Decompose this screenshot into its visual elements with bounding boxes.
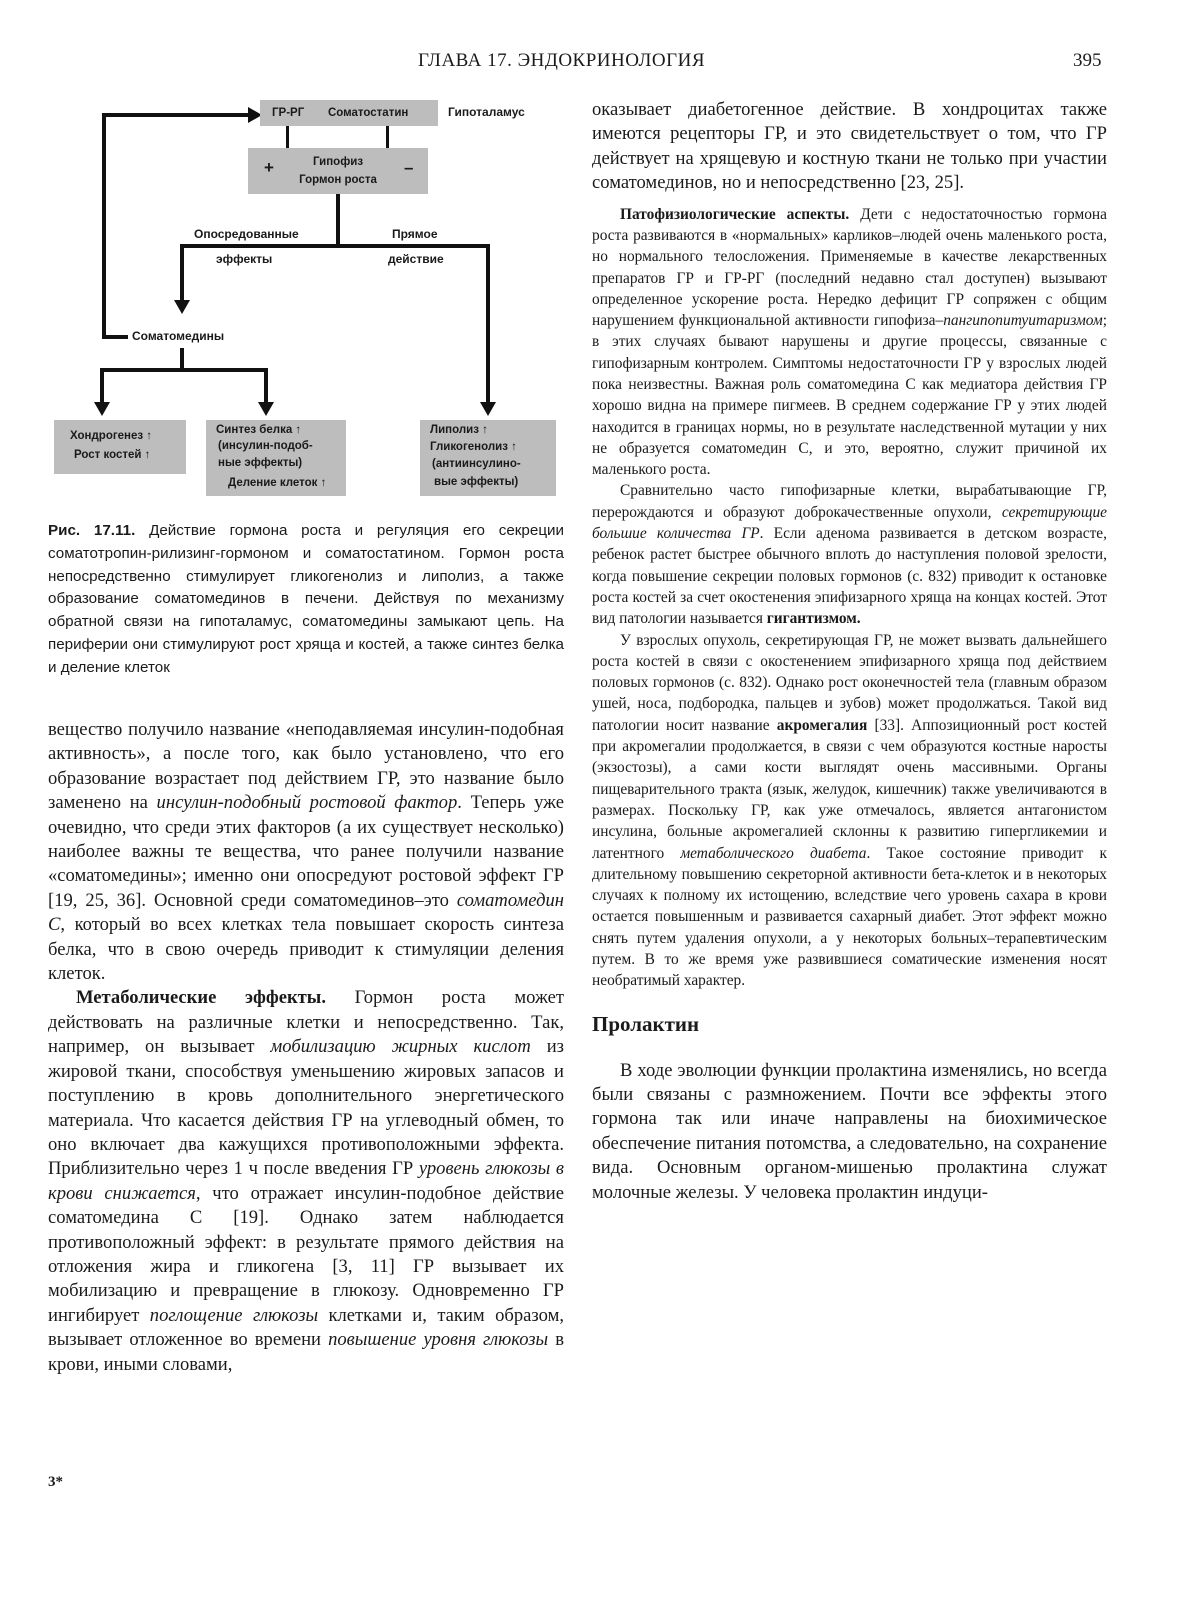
chondrogenesis-line: Хондрогенез ↑: [70, 430, 153, 442]
branch-horizontal: [180, 244, 490, 248]
gr-rg-label: ГР-РГ: [272, 107, 305, 119]
text-run: . Теперь уже очевидно, что среди этих факторов (а их существует несколько) наиболее важны те вещества, что ранее получили название «соматомедины»; именно они опосредуют ростовой эффект ГР [19, 25, 36]. Основной среди соматомединов–это: [48, 792, 564, 911]
figure-diagram: [48, 96, 568, 516]
text-run: , который во всех клетках тела повышает скорость синтеза белка, что в свою очередь приводит к стимуляции деления клеток.: [48, 914, 564, 985]
arrowhead-down-icon: [480, 402, 496, 416]
spacer: [592, 196, 1107, 204]
direct-label-1: Прямое: [392, 227, 438, 241]
somatomedin-right-drop: [264, 368, 268, 404]
section-heading: Пролактин: [592, 1011, 700, 1036]
chapter-title: ГЛАВА 17. ЭНДОКРИНОЛОГИЯ: [418, 50, 705, 71]
text-run: [33]. Аппозиционный рост костей при акромегалии продолжается, в связи с чем образуются костные наросты (экзостозы), а сами кости выглядят очень массивными. Органы пищеварительного тракта (язык, желудок, кишечник) также увеличиваются в размерах. Поскольку ГР, как уже отмечалось, является антагонистом инсулина, больные акромегалией склонны к развитию гипергликемии и латентного: [592, 716, 1107, 862]
text-run: , что отражает инсулин-подобное действие соматомедина С [19]. Однако затем наблюдается противоположный эффект: в результате прямого действия на отложения жира и гликогена [3, 11] ГР вызывает их мобилизацию и превращение в глюкозу. Одновременно ГР ингибирует: [48, 1182, 564, 1326]
direct-label-2: действие: [388, 252, 444, 266]
page-number: 395: [1073, 50, 1102, 71]
paragraph: оказывает диабетогенное действие. В хондроцитах также имеются рецепторы ГР, и это свидетельствует о том, что ГР действует на хрящевую и костную ткани не только при участии соматомединов, но и непосредственно [23, 25].: [592, 99, 1107, 194]
signature-mark: 3*: [48, 1474, 63, 1490]
pituitary-box: [248, 148, 428, 194]
anti-insulin-line-1: (антиинсулино-: [432, 458, 521, 470]
italic-term: соматомедин С: [48, 889, 564, 936]
italic-term: пангипопитуитаризмом: [943, 312, 1103, 330]
arrowhead-down-icon: [174, 300, 190, 314]
run-in-heading: Метаболические эффекты.: [76, 987, 326, 1009]
lipolysis-line: Липолиз ↑: [430, 424, 488, 436]
cell-division-line: Деление клеток ↑: [228, 477, 327, 489]
plus-sign: +: [264, 158, 274, 177]
text-run: У взрослых опухоль, секретирующая ГР, не может вызвать дальнейшего роста костей в связи с окостенением эпифизарного хряща под действием половых гормонов (с. 832). Однако рост оконечностей тела (главным образом ушей, носа, подбородка, пальцев и зубов) может продолжаться. Такой вид патологии носит название: [592, 631, 1107, 734]
protein-synthesis-line: Синтез белка ↑: [216, 424, 302, 436]
pituitary-stem: [336, 194, 340, 246]
glycogenolysis-line: Гликогенолиз ↑: [430, 441, 517, 453]
italic-term: мобилизацию жирных кислот: [270, 1036, 531, 1058]
pituitary-subtitle: Гормон роста: [299, 174, 377, 186]
figure-number: Рис. 17.11.: [48, 522, 136, 539]
mediated-branch: [180, 244, 184, 304]
feedback-line-left: [102, 113, 106, 339]
lipolysis-box: [420, 420, 556, 496]
somatostatin-label: Соматостатин: [328, 107, 409, 119]
bone-growth-line: Рост костей ↑: [74, 449, 151, 461]
pituitary-title: Гипофиз: [312, 156, 364, 168]
caption-text: Действие гормона роста и регуляция его секреции соматотропин-рилизинг-гормоном и соматостатином. Гормон роста непосредственно стимулирует гликогенолиз и липолиз, а также образование соматомединов в печени. Действуя по механизму обратной связи на гипоталамус, соматомедины замыкают цепь. На периферии они стимулируют рост хряща и костей, а также синтез белка и деление клеток: [48, 522, 564, 676]
insulin-like-line-1: (инсулин-подоб-: [218, 440, 313, 452]
italic-term: уровень глюкозы в крови снижается: [48, 1158, 564, 1204]
somatomedin-branch: [100, 368, 268, 372]
italic-term: метаболического диабета: [680, 844, 867, 862]
figure-caption: [48, 520, 564, 680]
text-run: клетками и, таким образом, вызывает отложенное во времени: [48, 1304, 564, 1351]
text-run: Дети с недостаточностью гормона роста развиваются в «нормальных» карликов–людей очень маленького роста, но нормального телосложения. Применяемые в качестве лекарственных препаратов ГР и ГР-РГ (последний недавно стал доступен) вызывают определенное ускорение роста. Нередко дефицит ГР сопряжен с общим нарушением функциональной активности гипофиза–: [592, 205, 1107, 330]
bold-term: гигантизмом.: [766, 610, 861, 628]
somatomedins-label: Соматомедины: [132, 329, 225, 343]
italic-term: секретирующие большие количества ГР: [592, 503, 1107, 543]
text-run: . Такое состояние приводит к длительному повышению секреторной активности бета-клеток и в некоторых случаях к полному их истощению, вследствие чего уровень сахара в крови остается повышенным и развивается сахарный диабет. Этот эффект можно снять путем удаления опухоли, а у некоторых больных–терапевтическим путем. В то же время уже развившиеся соматические изменения носят необратимый характер.: [592, 844, 1107, 990]
connector-somatostatin: [386, 126, 389, 148]
mediated-label-2: эффекты: [216, 252, 273, 266]
italic-term: поглощение глюкозы: [149, 1304, 319, 1326]
feedback-line-top: [102, 113, 252, 117]
paragraph: [48, 986, 564, 1377]
bold-term: акромегалия: [776, 716, 868, 734]
paragraph: [592, 480, 1107, 629]
text-run: из жировой ткани, способствуя уменьшению жировых запасов и поступлению в кровь дополнительного энергетического материала. Что касается действия ГР на углеводный обмен, то оно включает два кажущихся противоположными эффекта. Приблизительно через 1 ч после введения ГР: [48, 1036, 564, 1180]
paragraph: В ходе эволюции функции пролактина изменялись, но всегда были связаны с размножением. Почти все эффекты этого гормона так или иначе направлены на биохимическое обеспечение питания потомства, а следовательно, на сохранение вида. Основным органом-мишенью пролактина служат молочные железы. У человека пролактин индуци-: [592, 1059, 1107, 1203]
paragraph: [48, 718, 564, 986]
insulin-like-line-2: ные эффекты): [218, 457, 303, 469]
minus-sign: –: [404, 158, 414, 177]
paragraph: [592, 204, 1107, 481]
italic-term: повышение уровня глюкозы: [328, 1329, 549, 1351]
small-print-block: [592, 204, 1107, 992]
connector-gr-rg: [286, 126, 289, 148]
chondrogenesis-box: [54, 420, 186, 474]
run-in-heading: Патофизиологические аспекты.: [620, 205, 850, 223]
arrowhead-down-icon: [258, 402, 274, 416]
right-column: [592, 98, 1107, 1205]
direct-branch: [486, 244, 490, 404]
hypothalamus-label: Гипоталамус: [448, 105, 525, 119]
anti-insulin-line-2: вые эффекты): [434, 476, 519, 488]
text-run: в крови, иными словами,: [48, 1329, 564, 1375]
paragraph: [592, 630, 1107, 992]
text-run: Гормон роста может действовать на различные клетки и непосредственно. Так, например, он вызывает: [48, 987, 564, 1058]
protein-synthesis-box: [206, 420, 346, 496]
arrowhead-down-icon: [94, 402, 110, 416]
text-run: вещество получило название «неподавляемая инсулин-подобная активность», а после того, как было установлено, что его образование возрастает под действием ГР, это название было заменено на: [48, 719, 564, 814]
somatomedin-left-drop: [100, 368, 104, 404]
text-run: ; в этих случаях бывают нарушены и другие процессы, связанные с гипофизарным контролем. Симптомы недостаточности ГР у взрослых людей пока неизвестны. Важная роль соматомедина С как медиатора действия ГР хорошо видна на примере пигмеев. В среднем содержание ГР у этих людей находится в границах нормы, но в результате наследственной мутации у них не образуется соматомедин С, и это, вероятно, служит причиной их маленького роста.: [592, 312, 1107, 479]
feedback-line-bottom: [102, 335, 128, 339]
left-column: [48, 718, 564, 1377]
mediated-label-1: Опосредованные: [194, 227, 299, 241]
text-run: . Если аденома развивается в детском возрасте, ребенок растет быстрее обычного вплоть до наступления половой зрелости, когда повышение секреции половых гормонов (с. 832) приводит к остановке роста костей за счет окостенения эпифизарного хряща на концах костей. Этот вид патологии называется: [592, 525, 1107, 628]
running-head: [0, 50, 1190, 80]
hypothalamus-box: [260, 100, 438, 126]
text-run: Сравнительно часто гипофизарные клетки, вырабатывающие ГР, перерождаются и образуют доброкачественные опухоли,: [592, 482, 1107, 521]
italic-term: инсулин-подобный ростовой фактор: [156, 792, 458, 814]
